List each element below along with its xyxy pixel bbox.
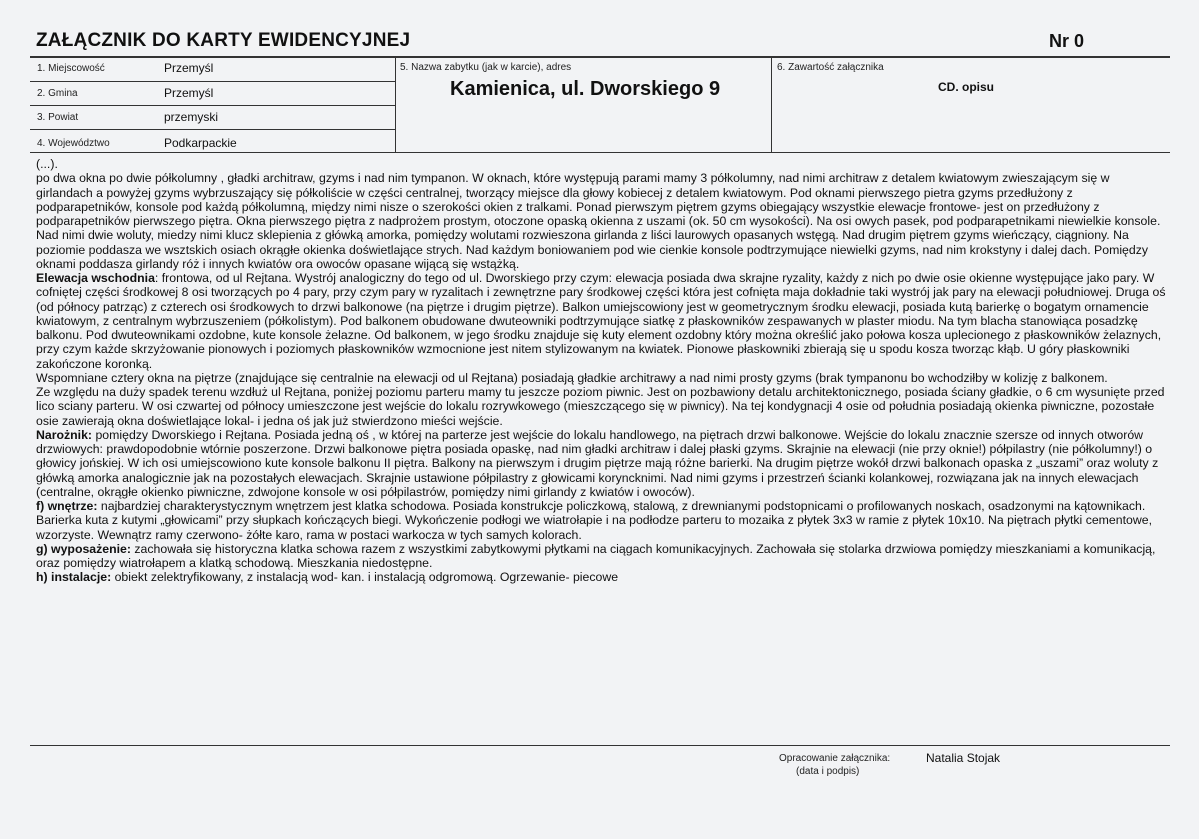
paragraph-equipment [36, 542, 1166, 571]
document-number: Nr 0 [1049, 31, 1085, 51]
footer-divider [30, 745, 1170, 746]
row-line-1 [30, 81, 395, 82]
paragraph-installations [36, 570, 1166, 584]
row-line-2 [30, 105, 395, 106]
table-divider-2 [771, 57, 772, 152]
paragraph-ellipsis: (...). [36, 157, 58, 171]
field-value-zawartosc: CD. opisu [938, 80, 994, 94]
field-label-gmina: 2. Gmina [37, 88, 78, 99]
paragraph-windows: Wspomniane cztery okna na piętrze (znajdujące się centralnie na elewacji od ul Rejtana) posiadają gładkie architrawy a nad nimi prosty gzyms (brak tympanonu bo wchodziłby w kolizję z balkonem. [36, 370, 1108, 385]
east-facade-text: : frontowa, od ul Rejtana. Wystrój analogiczny do tego od ul. Dworskiego przy czym: elewacja posiada dwa skrajne ryzality, każdy z nich po dwie osie okienne występujące jako pary. W cofniętej części środkowej 8 osi tworzących po 4 pary, przy czym pary w ryzalitach i zewnętrzne pary środkowej części która jest cofnięta maja dokładnie taki wystrój jak pary na elewacji południowej. Druga oś (od północy patrząc) z czterech osi środkowych to drzwi balkonowe (na piętrze i drugim piętrze). Balkon umiejscowiony jest w geometrycznym środku elewacji, posiada kutą barierkę o bogatym ornamencie kwiatowym, z centralnym wybrzuszeniem (półkolistym). Pod balkonem obudowane dwuteowniki podtrzymujące siatkę z płaskowników zespawanych w plaster miodu. Na tym blacha stanowiąca posadzkę balkonu. Pod dwuteownikami ozdobne, kute konsole żelazne. Od balkonem, w jego środku znajduje się kuty element ozdobny który można określić jako połowa kosza uplecionego z płaskowników żelaznych, przy czym każde skrzyżowanie pionowych i poziomych płaskowników wzmocnione jest nitem stylizowanym na kwiatek. Pionowe płaskowniki zbierają się u spodu kosza tworząc kłąb. U góry płaskowniki zakończone koronką. [36, 271, 1166, 371]
paragraph-corner [36, 428, 1166, 499]
table-top-border [30, 56, 1170, 58]
field-value-gmina: Przemyśl [164, 86, 214, 100]
field-label-powiat: 3. Powiat [37, 112, 79, 123]
equipment-heading: g) wyposażenie: [36, 541, 131, 556]
field-value-wojewodztwo: Podkarpackie [164, 136, 237, 150]
object-name: Kamienica, ul. Dworskiego 9 [450, 78, 721, 100]
page-title: ZAŁĄCZNIK DO KARTY EWIDENCYJNEJ [36, 30, 411, 51]
corner-text: pomiędzy Dworskiego i Rejtana. Posiada jedną oś , w której na parterze jest wejście do lokalu handlowego, na piętrach drzwi balkonowe. Wejście do lokalu znacznie szersze od innych otworów drzwiowych: prawdopodobnie wtórnie poszerzone. Drzwi balkonowe piętra posiada opaskę, nad nim gładki architraw i dalej płaski gzyms. Skrajnie na elewacji (nie przy oknie!) półpilastry (nie półkolumny!) o głowicy jońskiej. W ich osi umiejscowiono kute konsole balkonu II piętra. Balkony na pierwszym i drugim piętrze mają różne barierki. Na drugim piętrze wokół drzwi balkonach opaska z „uszami” oraz woluty z główką amorka analogicznie jak na pozostałych elewacjach. Skrajnie ustawione półpilastry z głowicami koryncknimi. Nad nimi gzyms i przestrzeń ścianki kolankowej, rozwiązana jak na innych elewacjach (centralne, okrągłe okienko piwniczne, zdwojone konsole w osi półpilastrów, pomiędzy nimi girlandy z kwiatów i owoców). [36, 427, 1159, 499]
corner-heading: Narożnik: [36, 427, 93, 442]
footer-sublabel: (data i podpis) [796, 766, 860, 777]
installations-text: obiekt zelektryfikowany, z instalacją wod- kan. i instalacją odgromową. Ogrzewanie- piecowe [111, 570, 619, 585]
paragraph-east-facade [36, 271, 1166, 371]
footer-label: Opracowanie załącznika: [779, 753, 891, 764]
field-label-wojewodztwo: 4. Województwo [37, 138, 110, 149]
installations-heading: h) instalacje: [36, 570, 112, 585]
field-label-zawartosc: 6. Zawartość załącznika [777, 62, 884, 73]
interior-text: najbardziej charakterystycznym wnętrzem jest klatka schodowa. Posiada konstrukcje policzkową, stalową, z drewnianymi podstopnicami o profilowanych noskach, osadzonymi na kątownikach. Barierka kuta z kutymi „głowicami” przy słupkach kończących biegi. Wykończenie podłogi we wiatrołapie i na podłodze parteru to mozaika z płytek 3x3 w ramie z płytek 10x10. Na piętrach płytki cementowe, wzorzyste. Wewnątrz ramy czerwono- żółte karo, rama w postaci warkocza w tych samych kolorach. [36, 499, 1152, 542]
field-value-powiat: przemyski [164, 110, 219, 124]
author-name: Natalia Stojak [926, 751, 1001, 765]
field-label-miejscowosc: 1. Miejscowość [37, 63, 105, 74]
field-label-nazwa: 5. Nazwa zabytku (jak w karcie), adres [400, 62, 572, 73]
field-value-miejscowosc: Przemyśl [164, 61, 214, 75]
paragraph-basement: Ze względu na duży spadek terenu wzdłuż ul Rejtana, poniżej poziomu parteru mamy tu jeszcze poziom piwnic. Jest on pozbawiony detalu architektonicznego, posiada ściany gładkie, o 6 cm wysunięte przed lico sciany parteru. W osi czwartej od północy umieszczone jest wejście do lokalu rozrywkowego (mieszczącego się w piwnicy). Na tej kondygnacji 4 osie od południa posiadają okienka piwniczne, pozostałe osie zawierają okna doświetlające lokal- i jedna oś jak już stwierdzono mieści wejście. [36, 385, 1165, 428]
table-divider-1 [395, 57, 396, 152]
east-facade-heading: Elewacja wschodnia [36, 271, 155, 285]
row-line-3 [30, 129, 395, 130]
paragraph-south-facade: po dwa okna po dwie półkolumny , gładki architraw, gzyms i nad nim tympanon. W oknach, które występują parami mamy 3 półkolumny, nad nimi architraw z detalem kwiatowym zwieszającym się w girlandach a powyżej gzyms wybrzuszający się półkoliście w części centralnej, tworzący miejsce dla głowy kobiecej z detalem kwiatowym. Pod oknami pierwszego pietra gzyms przedłużony z podparapetników, konsole pod każdą półkolumną, między nimi nisze o szerokości okien z tralkami. Ponad pierwszym piętrem gzyms obiegający wszystkie elewacje frontowe- jest on przedłużony z podparapetników pierwszego piętra. Okna pierwszego piętra z nadprożem prostym, otoczone opaską okienna z uszami (ok. 50 cm wysokości). Na osi owych pasek, pod podparapetnikami niewielkie konsole. Nad nimi dwie woluty, miedzy nimi klucz sklepienia z główką amorka, pomiędzy wolutami rozwieszona girlanda z liści laurowych opasanych wstęgą. Nad drugim piętrem gzyms wieńczący, ciągniony. Na poziomie poddasza we wsztskich osiach okrągłe okienka doświetlające strych. Nad każdym boniowaniem pod wie cienkie konsole podtrzymujące niewielki gzyms, nad nim krokstyny i dalej dach. Pomiędzy oknami poddasza girlandy róż i innych kwiatów ora owoców opasane wijącą się wstążką. [36, 171, 1161, 271]
equipment-text: zachowała się historyczna klatka schowa razem z wszystkimi zabytkowymi płytkami na ciągach komunikacyjnych. Zachowała się stolarka drzwiowa pomiędzy mieszkaniami a komunikacją, oraz pomiędzy wiatrołapem a klatką schodową. Mieszkania niedostępne. [36, 541, 1156, 570]
paragraph-interior [36, 499, 1166, 542]
table-bottom-border [30, 152, 1170, 153]
description-body [36, 157, 1166, 585]
interior-heading: f) wnętrze: [36, 499, 98, 513]
